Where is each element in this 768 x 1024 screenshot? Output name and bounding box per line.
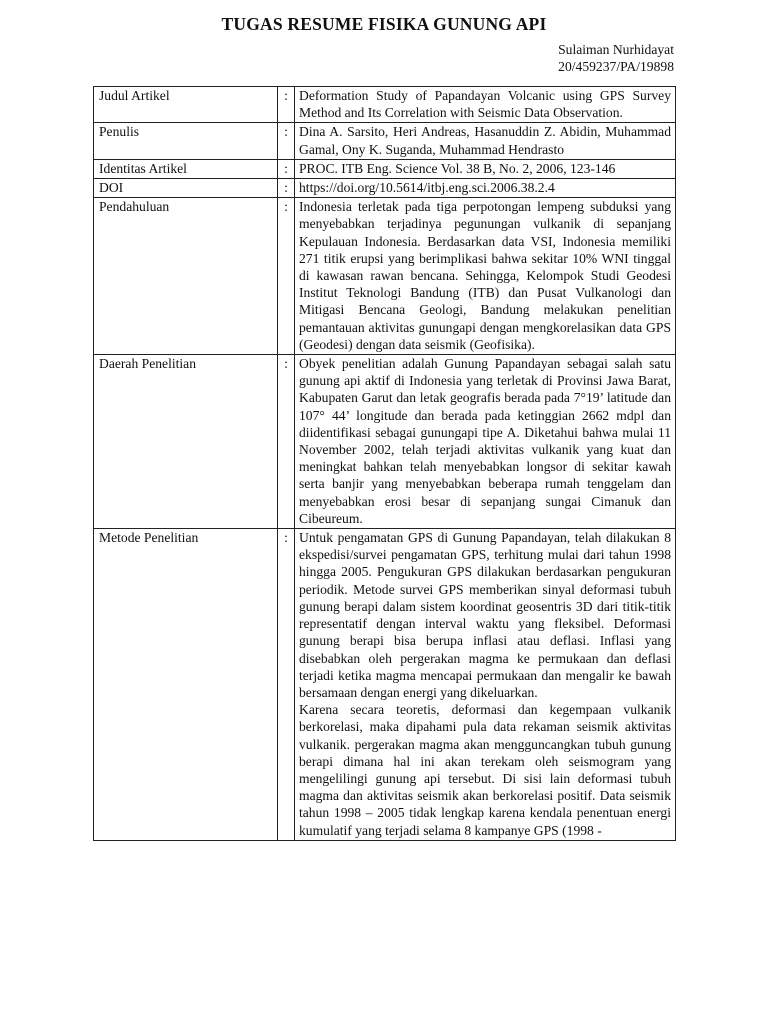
row-colon: :	[278, 198, 295, 355]
row-value-daerah: Obyek penelitian adalah Gunung Papandayan sebagai salah satu gunung api aktif di Indonesia yang terletak di Provinsi Jawa Barat, Kabupaten Garut dan letak geografis berada pada 7°19’ latitude dan 107° 44’ longitude dan berada pada ketinggian 2662 mdpl dan diidentifikasi sebagai gunungapi tipe A. Diketahui bahwa mulai 11 November 2002, telah terjadi aktivitas vulkanik yang kuat dan meningkat bahkan telah menyebabkan longsor di sekitar kawah serta banjir yang menyebabkan beberapa rumah tenggelam dan menyebabkan erosi besar di sepanjang sungai Cimanuk dan Cibeureum.	[295, 355, 676, 529]
row-value-doi[interactable]: https://doi.org/10.5614/itbj.eng.sci.2006.38.2.4	[295, 179, 676, 198]
row-colon: :	[278, 529, 295, 841]
row-label: DOI	[94, 179, 278, 198]
table-row-penulis	[94, 123, 676, 159]
row-value-identitas: PROC. ITB Eng. Science Vol. 38 B, No. 2, 2006, 123-146	[295, 159, 676, 178]
row-colon: :	[278, 159, 295, 178]
table-row-metode	[94, 529, 676, 841]
row-colon: :	[278, 355, 295, 529]
table-row-daerah	[94, 355, 676, 529]
document-title: TUGAS RESUME FISIKA GUNUNG API	[221, 14, 547, 34]
row-label: Identitas Artikel	[94, 159, 278, 178]
row-colon: :	[278, 179, 295, 198]
row-label: Pendahuluan	[94, 198, 278, 355]
row-value-penulis: Dina A. Sarsito, Heri Andreas, Hasanuddin Z. Abidin, Muhammad Gamal, Ony K. Suganda, Muhammad Hendrasto	[295, 123, 676, 159]
author-block	[558, 41, 674, 75]
table-row-identitas	[94, 159, 676, 178]
metode-paragraph-2: Karena secara teoretis, deformasi dan kegempaan vulkanik berkorelasi, maka dipahami pula data rekaman seismik aktivitas vulkanik. pergerakan magma akan mengguncangkan tubuh gunung berapi dimana hal ini akan terekam oleh seismogram yang mengelilingi gunung api tersebut. Di sisi lain deformasi tubuh magma dan aktivitas seismik akan berkorelasi positif. Data seismik tahun 1998 – 2005 tidak lengkap karena kendala penentuan energi kumulatif yang terjadi selama 8 kampanye GPS (1998 -	[299, 702, 671, 838]
table-row-judul	[94, 87, 676, 123]
row-colon: :	[278, 87, 295, 123]
row-label: Daerah Penelitian	[94, 355, 278, 529]
row-label: Metode Penelitian	[94, 529, 278, 841]
row-value-metode	[295, 529, 676, 841]
row-label: Judul Artikel	[94, 87, 278, 123]
table-row-pendahuluan	[94, 198, 676, 355]
row-label: Penulis	[94, 123, 278, 159]
table-row-doi	[94, 179, 676, 198]
resume-table	[93, 86, 676, 841]
row-colon: :	[278, 123, 295, 159]
author-name: Sulaiman Nurhidayat	[558, 42, 674, 57]
author-id: 20/459237/PA/19898	[558, 59, 674, 74]
row-value-pendahuluan: Indonesia terletak pada tiga perpotongan lempeng subduksi yang menyebabkan terjadinya pegunungan vulkanik di sepanjang Kepulauan Indonesia. Berdasarkan data VSI, Indonesia memiliki 271 titik erupsi yang berimplikasi bahwa sekitar 10% WNI tinggal di kawasan rawan bencana. Sehingga, Kelompok Studi Geodesi Institut Teknologi Bandung (ITB) dan Pusat Vulkanologi dan Mitigasi Bencana Geologi, Bandung melakukan penelitian pemantauan aktivitas gunungapi dengan mengkorelasikan data GPS (Geodesi) dengan data seismik (Geofisika).	[295, 198, 676, 355]
row-value-judul: Deformation Study of Papandayan Volcanic using GPS Survey Method and Its Correlation with Seismic Data Observation.	[295, 87, 676, 123]
metode-paragraph-1: Untuk pengamatan GPS di Gunung Papandayan, telah dilakukan 8 ekspedisi/survei pengamatan GPS, terhitung mulai dari tahun 1998 hingga 2005. Pengukuran GPS dilakukan berdasarkan pengukuran periodik. Metode survei GPS memberikan sinyal deformasi tubuh gunung berapi dalam sistem koordinat geosentris 3D dari titik-titik representatif dengan interval waktu yang fleksibel. Deformasi gunung berapi bisa berupa inflasi atau deflasi. Inflasi yang disebabkan oleh pergerakan magma ke permukaan dan deflasi terjadi ketika magma mencapai permukaan dan mengalir ke bawah bersamaan dengan energi yang dikeluarkan.	[299, 530, 671, 700]
